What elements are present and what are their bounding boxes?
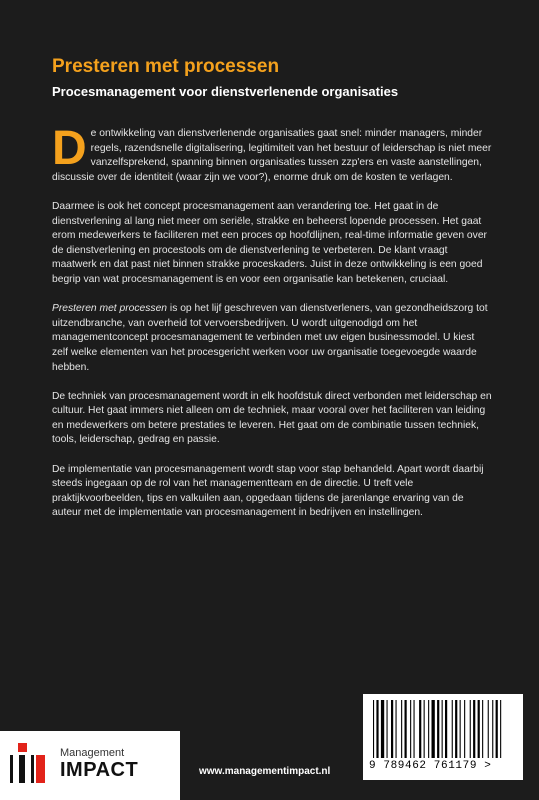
- book-title: Presteren met processen: [52, 56, 280, 77]
- logo-impact-text: IMPACT: [60, 759, 139, 781]
- barcode-digits: 9 789462 761179 >: [369, 760, 492, 772]
- paragraph-5: De implementatie van procesmanagement wordt stap voor stap behandeld. Apart wordt daarbij steeds ingegaan op de rol van het managementteam en de directie. U treft vele praktijkvoorbeelden, tips en valkuilen aan, opgedaan tijdens de jarenlange ervaring van de auteur met de implementatie van procesmanagement in bedrijven en instellingen.: [52, 463, 484, 519]
- logo-management-text: Management: [60, 747, 125, 759]
- dropcap: D: [52, 122, 87, 175]
- barcode: [363, 694, 523, 780]
- publisher-url: www.managementimpact.nl: [199, 766, 331, 777]
- paragraph-4: De techniek van procesmanagement wordt in elk hoofdstuk direct verbonden met leiderschap en cultuur. Het gaat immers niet alleen om de techniek, maar vooral over het faciliteren van leiding en medewerkers om betere prestaties te leveren. Het gaat om de combinatie tussen techniek, tools, leiderschap, gedrag en passie.: [52, 390, 492, 446]
- paragraph-3-text: is op het lijf geschreven van dienstverleners, van gezondheidszorg tot uitzendbranche, van overheid tot vervoersbedrijven. U wordt uitgenodigd om het managementconcept procesmanagement te verbinden met uw eigen businessmodel. U kiest zelf welke elementen van het procesgericht werken voor uw organisatie toegevoegde waarde hebben.: [52, 303, 488, 373]
- publisher-logo: [0, 731, 180, 800]
- paragraph-2: Daarmee is ook het concept procesmanagement aan verandering toe. Het gaat in de dienstverlening al lang niet meer om seriële, strakke en beheerst lopende processen. Het gaat erom medewerkers te faciliteren met een proces op hoofdlijnen, real-time informatie geven over de dienstverlening en procestools om de dienstverlening te verbeteren. De klant vraagt maatwerk en dat past niet binnen strakke proceskaders. Juist in deze ontwikkeling is een goed begrip van wat procesmanagement is en voor een organisatie kan betekenen, cruciaal.: [52, 200, 487, 285]
- book-subtitle: Procesmanagement voor dienstverlenende organisaties: [52, 84, 399, 99]
- barcode-bars: [371, 700, 515, 760]
- blurb: [52, 122, 492, 536]
- paragraph-1: [52, 122, 492, 185]
- paragraph-3: [52, 302, 492, 375]
- paragraph-1-text: e ontwikkeling van dienstverlenende organisaties gaat snel: minder managers, minder regels, razendsnelle digitalisering, legitimiteit van het bestuur of leiderschap is niet meer vanzelfsprekend, spanning binnen organisaties tussen zzp'ers en vaste aanstellingen, discussie over de identiteit (waar zijn we voor?), enorme druk om de kosten te verlagen.: [52, 128, 492, 183]
- paragraph-3-book-title: Presteren met processen: [52, 303, 168, 315]
- management-impact-logo-icon: [10, 743, 54, 783]
